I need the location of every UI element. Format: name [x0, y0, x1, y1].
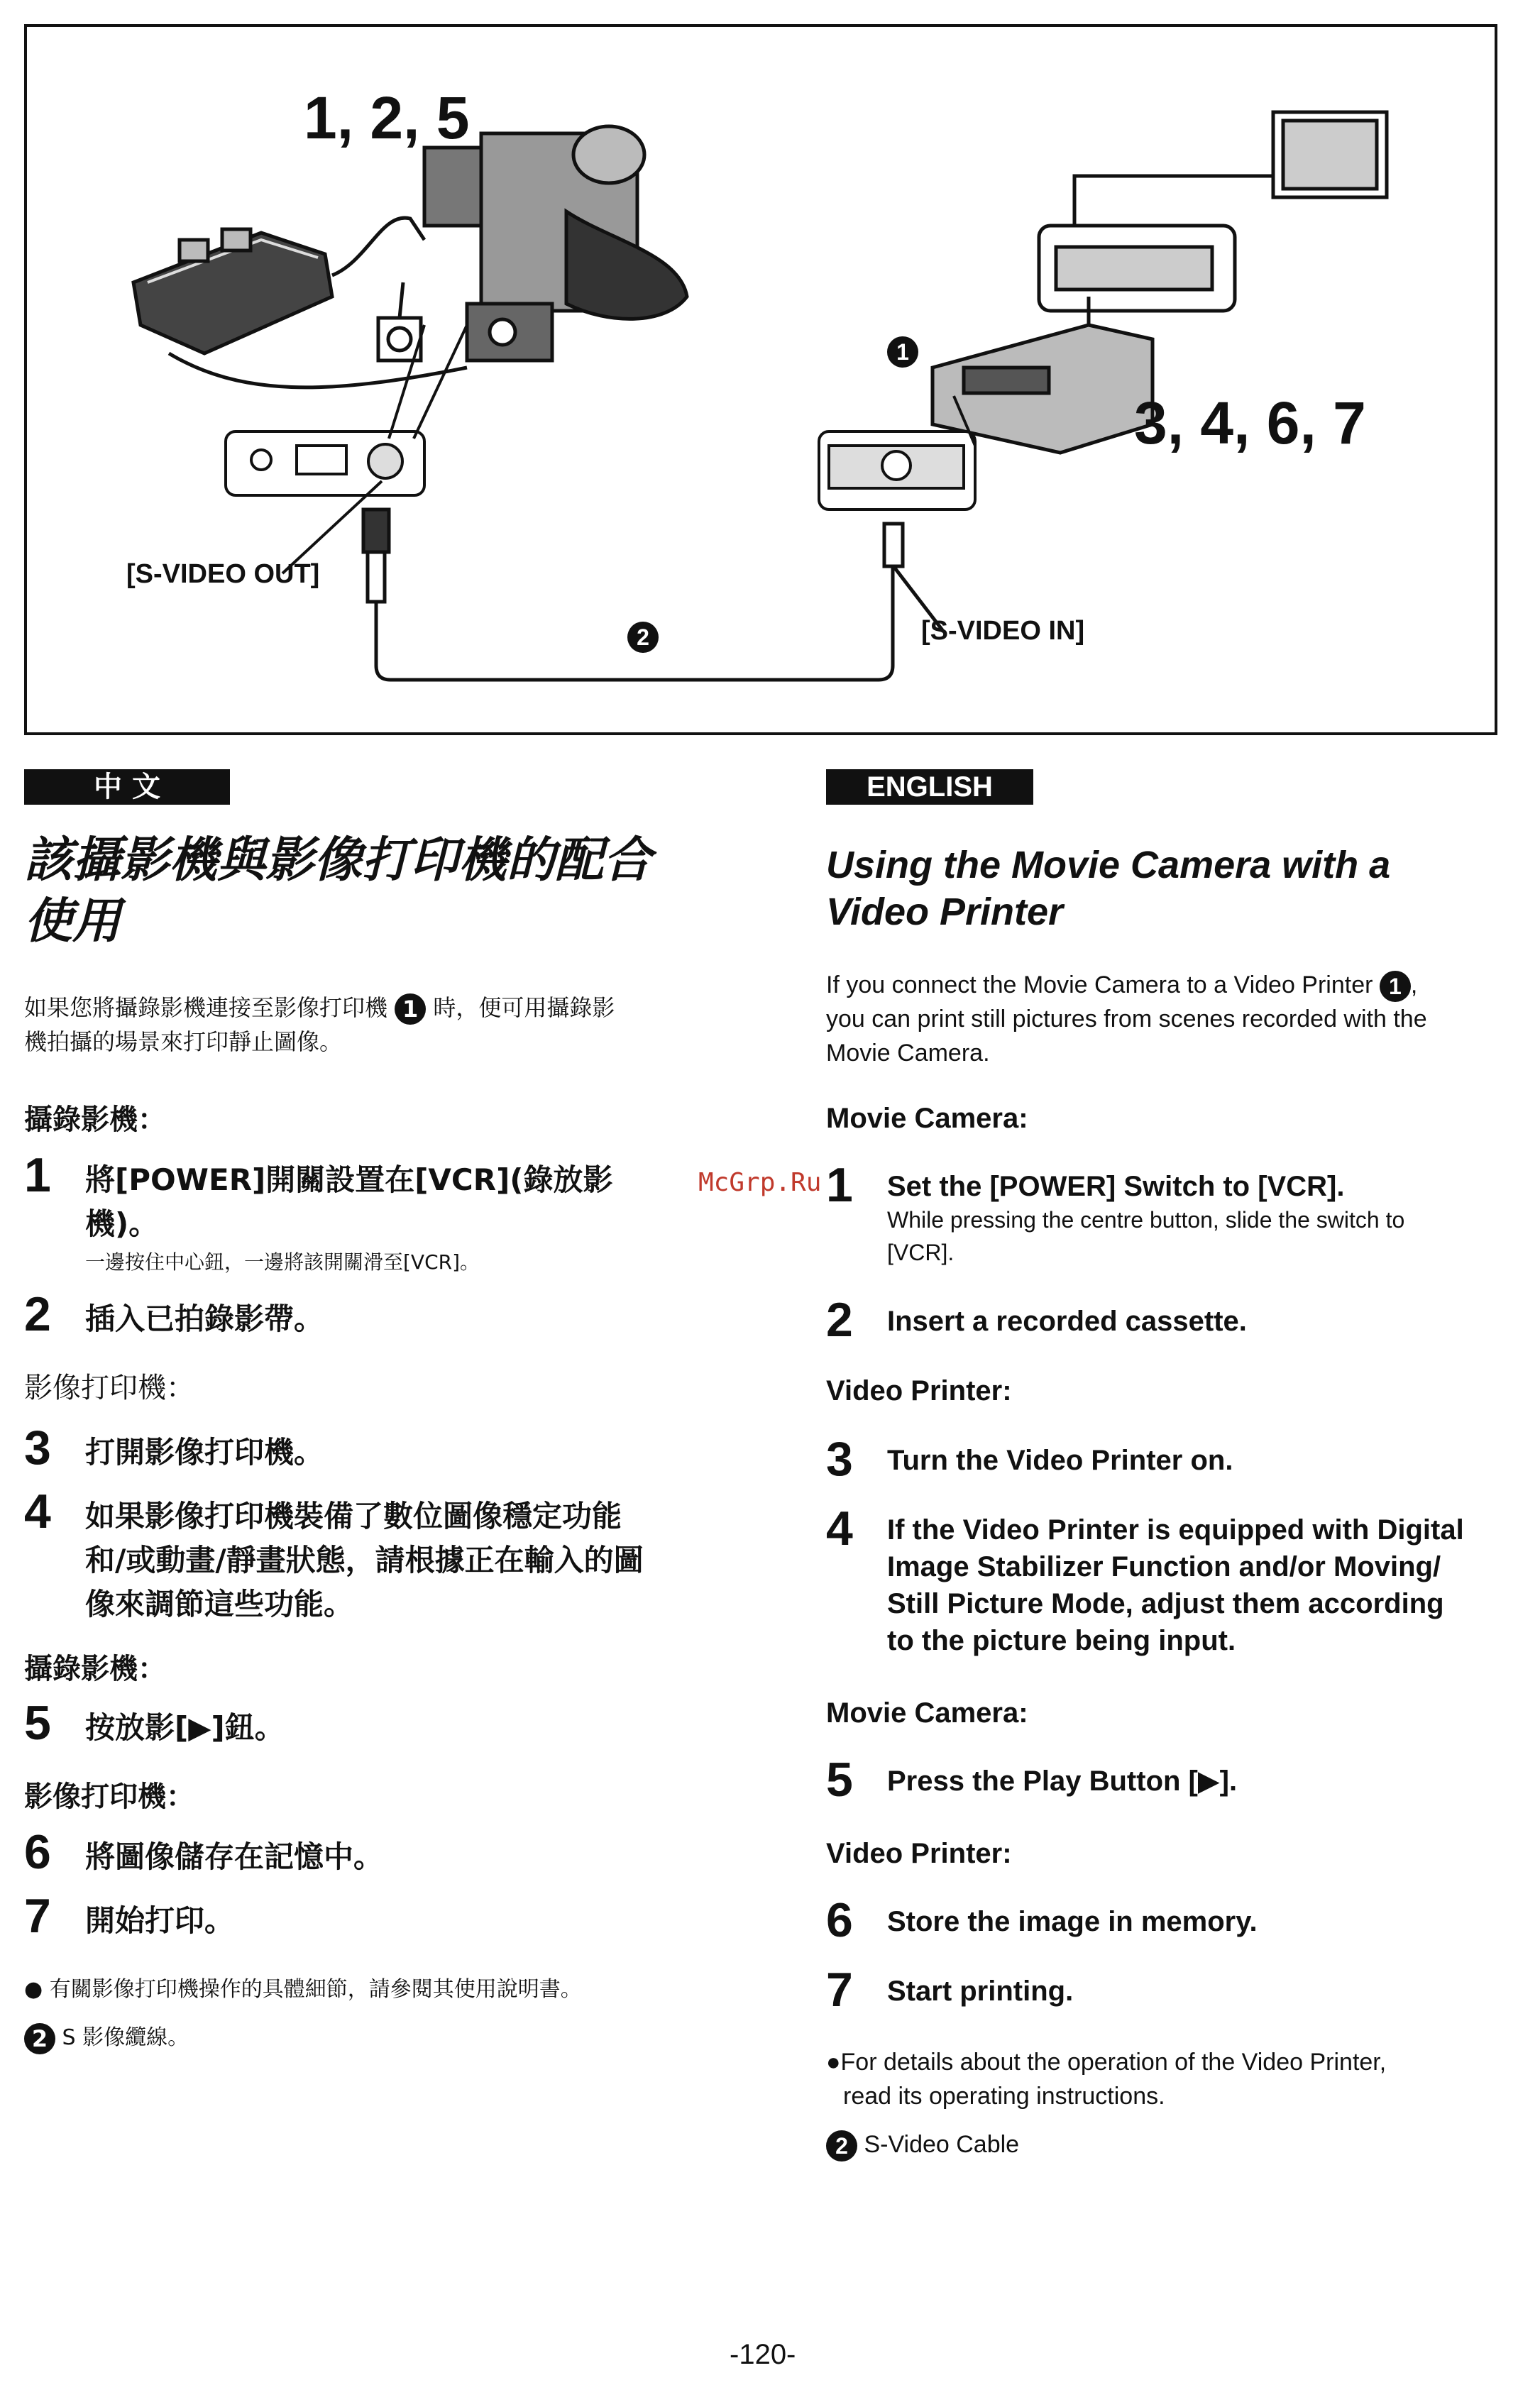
tv-illustration	[1074, 112, 1387, 226]
step-5-en	[826, 1753, 1507, 1812]
step-6-en	[826, 1893, 1507, 1953]
step-text: 按放影[▶]鈕。	[85, 1710, 285, 1745]
step-1-en	[826, 1158, 1507, 1274]
step-line: 和/或動畫/靜畫狀態，請根據正在輸入的圖	[85, 1543, 644, 1577]
step-number: 5	[826, 1753, 853, 1807]
step-line: Still Picture Mode, adjust them according	[887, 1588, 1444, 1619]
step-number: 7	[826, 1963, 853, 2017]
step-subline: [VCR].	[887, 1240, 955, 1265]
heading-printer-zh-2: 影像打印機：	[24, 1780, 194, 1813]
title-en-line1: Using the Movie Camera with a	[826, 844, 1391, 886]
note-en-line1: ●For details about the operation of the Video Printer,	[826, 2049, 1387, 2076]
intro-zh-part2: 時，便可用攝錄影	[433, 994, 615, 1021]
lang-tab-english: ENGLISH	[826, 769, 1033, 805]
intro-zh-part1: 如果您將攝錄影機連接至影像打印機	[24, 994, 388, 1021]
ac-adaptor-illustration	[133, 218, 467, 387]
step-number: 3	[24, 1421, 51, 1475]
step-3-en	[826, 1432, 1507, 1492]
step-6-zh	[24, 1825, 762, 1885]
step-2-zh	[24, 1287, 762, 1347]
step-1-zh	[24, 1148, 805, 1286]
video-printer-illustration	[933, 297, 1153, 453]
note-en	[826, 2045, 1522, 2113]
intro-english	[826, 968, 1514, 1070]
step-text: Set the [POWER] Switch to [VCR].	[887, 1171, 1345, 1202]
intro-en-line3: Movie Camera.	[826, 1040, 990, 1067]
page-number: -120-	[730, 2339, 796, 2370]
heading-printer-en: Video Printer:	[826, 1375, 1012, 1406]
heading-camera-en: Movie Camera:	[826, 1103, 1028, 1134]
step-text: Press the Play Button [▶].	[887, 1766, 1238, 1797]
step-3-zh	[24, 1423, 762, 1480]
step-line: If the Video Printer is equipped with Digital	[887, 1514, 1464, 1546]
svideo-out-label: [S-VIDEO OUT]	[126, 559, 320, 589]
intro-en-line2: you can print still pictures from scenes recorded with the	[826, 1006, 1427, 1033]
callout-1-inline: 1	[1380, 971, 1411, 1002]
lang-tab-chinese: 中 文	[24, 769, 230, 805]
title-zh-line1: 該攝影機與影像打印機的配合	[24, 832, 652, 888]
intro-chinese	[24, 991, 762, 1059]
step-text: 打開影像打印機。	[85, 1435, 324, 1470]
callout-2-inline: 2	[826, 2130, 857, 2162]
s-video-cable	[363, 510, 942, 680]
step-subtext	[887, 1204, 1404, 1269]
heading-printer-zh: 影像打印機：	[24, 1372, 194, 1404]
callout-1-video-printer: 1	[887, 336, 918, 368]
step-text: Store the image in memory.	[887, 1906, 1258, 1937]
heading-camera-en-2: Movie Camera:	[826, 1697, 1028, 1729]
step-line: 機)。	[85, 1206, 159, 1241]
camera-steps-label: 1, 2, 5	[304, 84, 470, 151]
step-text: Start printing.	[887, 1976, 1074, 2007]
page-title-english	[826, 842, 1507, 935]
movie-camera-illustration	[424, 126, 687, 360]
printer-steps-label: 3, 4, 6, 7	[1134, 390, 1366, 456]
step-7-zh	[24, 1889, 762, 1949]
step-subtext: 一邊按住中心鈕，一邊將該開關滑至[VCR]。	[85, 1250, 480, 1274]
step-number: 4	[826, 1502, 853, 1555]
step-line: 將[POWER]開關設置在[VCR](錄放影	[85, 1162, 613, 1197]
step-text: 將圖像儲存在記憶中。	[85, 1839, 384, 1874]
step-text	[887, 1511, 1464, 1659]
step-text: Turn the Video Printer on.	[887, 1445, 1233, 1476]
heading-camera-zh: 攝錄影機：	[24, 1103, 166, 1136]
step-number: 1	[826, 1158, 853, 1212]
heading-camera-zh-2: 攝錄影機：	[24, 1653, 166, 1685]
step-text: 開始打印。	[85, 1903, 235, 1938]
step-number: 2	[826, 1293, 853, 1347]
cable-label-en: S-Video Cable	[864, 2131, 1020, 2158]
note-zh: ● 有關影像打印機操作的具體細節，請參閱其使用說明書。	[24, 1977, 582, 2002]
step-4-zh	[24, 1487, 762, 1629]
step-line: 如果影像打印機裝備了數位圖像穩定功能	[85, 1499, 622, 1533]
step-text	[85, 1494, 644, 1626]
step-number: 2	[24, 1287, 51, 1341]
step-7-en	[826, 1963, 1507, 2022]
step-number: 7	[24, 1889, 51, 1943]
intro-en-part2: ,	[1410, 971, 1418, 998]
title-en-line2: Video Printer	[826, 891, 1064, 933]
step-text	[85, 1158, 613, 1246]
cable-note-en	[826, 2127, 1019, 2162]
intro-zh-line2: 機拍攝的場景來打印靜止圖像。	[24, 1028, 343, 1055]
callout-1-inline: 1	[395, 993, 426, 1025]
note-en-line2: read its operating instructions.	[843, 2083, 1165, 2110]
connection-diagram	[24, 24, 1497, 735]
cable-label-zh: S 影像纜線。	[62, 2025, 189, 2050]
step-line: to the picture being input.	[887, 1625, 1236, 1656]
callout-2-inline: 2	[24, 2023, 55, 2054]
title-zh-line2: 使用	[24, 893, 121, 949]
step-text: Insert a recorded cassette.	[887, 1306, 1247, 1337]
step-number: 6	[826, 1893, 853, 1947]
heading-printer-en-2: Video Printer:	[826, 1838, 1012, 1869]
step-line: Image Stabilizer Function and/or Moving/	[887, 1551, 1441, 1582]
cable-note-zh	[24, 2021, 189, 2055]
intro-en-part1: If you connect the Movie Camera to a Video Printer	[826, 971, 1373, 998]
callout-2-svideo-cable: 2	[627, 622, 659, 653]
step-2-en	[826, 1293, 1507, 1353]
step-number: 3	[826, 1432, 853, 1486]
step-line: 像來調節這些功能。	[85, 1587, 354, 1621]
step-4-en	[826, 1504, 1522, 1668]
step-number: 5	[24, 1696, 51, 1750]
step-number: 6	[24, 1825, 51, 1879]
svideo-in-label: [S-VIDEO IN]	[921, 616, 1085, 646]
step-5-zh	[24, 1696, 762, 1756]
step-subline: While pressing the centre button, slide the switch to	[887, 1207, 1405, 1233]
page-title-chinese	[24, 830, 762, 952]
step-number: 4	[24, 1485, 51, 1538]
watermark: McGrp.Ru	[698, 1168, 822, 1197]
step-text: 插入已拍錄影帶。	[85, 1301, 324, 1336]
camera-jack-panel	[226, 325, 467, 573]
printer-rear-panel	[1039, 226, 1235, 311]
connection-illustration	[27, 27, 1495, 732]
step-number: 1	[24, 1148, 51, 1202]
